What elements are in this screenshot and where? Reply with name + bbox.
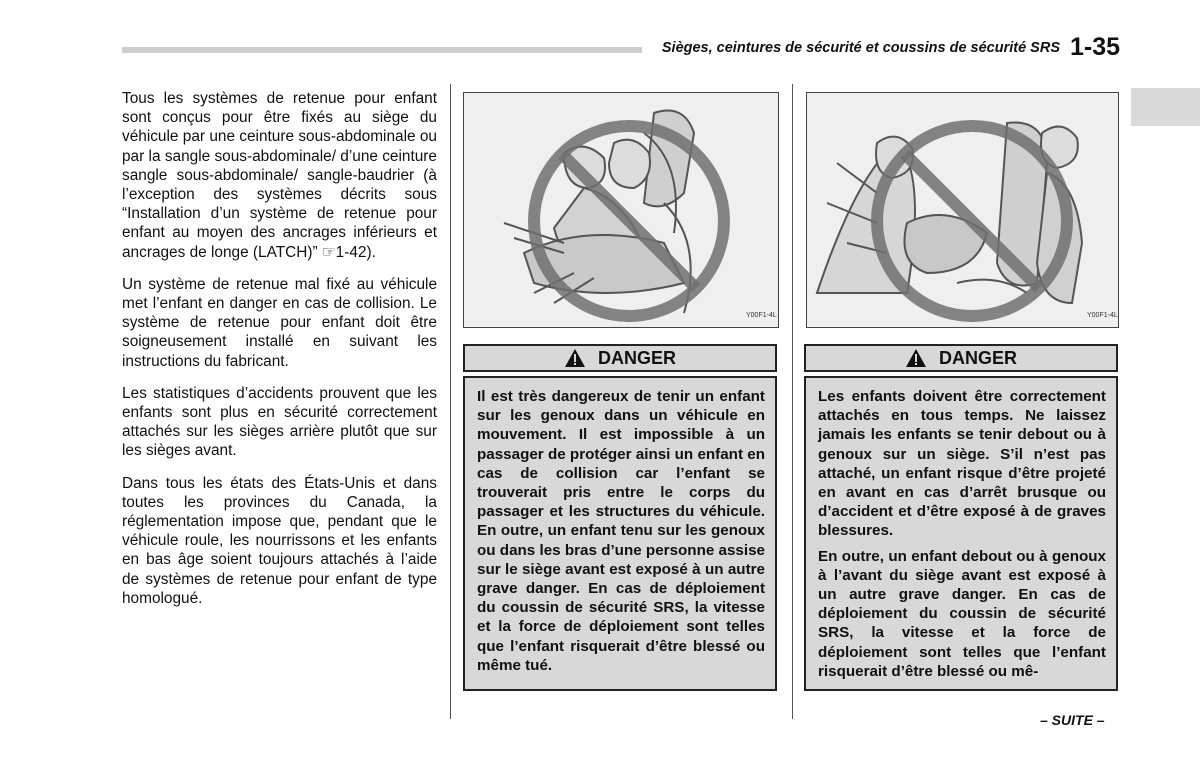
danger-text-box [804, 376, 1118, 691]
danger-label: DANGER [597, 347, 676, 368]
paragraph: Dans tous les états des États-Unis et dans toutes les provinces du Canada, la réglementation impose que, pendant que le véhicule roule, les nourrissons et les enfants en bas âge soient toujours attachés à l’aide de systèmes de retenue pour enfant de type homologué. [122, 474, 437, 607]
paragraph: Un système de retenue mal fixé au véhicule met l’enfant en danger en cas de collision. Le système de retenue pour enfant doit être soigneusement installé en suivant les instructions du fabricant. [122, 275, 437, 370]
danger-paragraph: En outre, un enfant debout ou à genoux à l’avant du siège avant est exposé à un autre grave danger. En cas de déploiement du coussin de sécurité SRS, la vitesse et la force de déploiement sont telles que l’enfant risquerait d’être blessé ou mê- [818, 547, 1106, 680]
page-number: 1-35 [1070, 33, 1121, 61]
danger-header [463, 344, 777, 372]
section-title: Sièges, ceintures de sécurité et coussins de sécurité SRS [661, 40, 1060, 56]
warning-triangle-icon [564, 348, 586, 368]
danger-header [804, 344, 1118, 372]
illustration-child-standing [806, 92, 1119, 328]
danger-label: DANGER [938, 347, 1017, 368]
continued-marker: – SUITE – [1040, 712, 1105, 728]
danger-paragraph: Il est très dangereux de tenir un enfant sur les genoux dans un véhicule en mouvement. Il est impossible à un passager de protéger ainsi un enfant en cas de collision car l’enfant se trouverait pris entre le corps du passager et les structures du véhicule. En outre, un enfant tenu sur les genoux ou dans les bras d’une personne assise sur le siège avant est exposé à un autre grave danger. En cas de déploiement du coussin de sécurité SRS, la vitesse et la force de déploiement sont telles que l’enfant risquerait d’être blessé ou même tué. [477, 388, 765, 674]
chapter-tab [1131, 88, 1200, 126]
illustration-code: Y00F1-4L [746, 312, 777, 319]
paragraph: Tous les systèmes de retenue pour enfant sont conçus pour être fixés au siège du véhicule par une ceinture sous-abdominale ou par la sangle sous-abdominale/ d’une ceinture sangle sous-abdominale/ sangle-baudrier (à l’exception des systèmes décrits sous “Installation d’un système de retenue pour enfant au moyen des ancrages inférieurs et ancrages de longe (LATCH)” ☞1-42). [122, 90, 437, 261]
illustration-code: Y00F1-4L [1087, 312, 1118, 319]
danger-text-box [463, 376, 777, 691]
danger-paragraph: Les enfants doivent être correctement attachés en tous temps. Ne laissez jamais les enfants se tenir debout ou à genoux sur un siège. S’il n’est pas attaché, un enfant risque d’être projeté en avant en cas d’arrêt brusque ou d’accident et d’être exposé à de graves blessures. [818, 388, 1106, 540]
paragraph: Les statistiques d’accidents prouvent que les enfants sont plus en sécurité correctement attachés sur les sièges arrière plutôt que sur les sièges avant. [122, 384, 437, 460]
illustration-child-on-lap [463, 92, 779, 328]
column-divider [450, 84, 451, 719]
left-column-text [122, 89, 437, 621]
warning-triangle-icon [905, 348, 927, 368]
header-rule [122, 47, 642, 53]
column-divider [792, 84, 793, 719]
